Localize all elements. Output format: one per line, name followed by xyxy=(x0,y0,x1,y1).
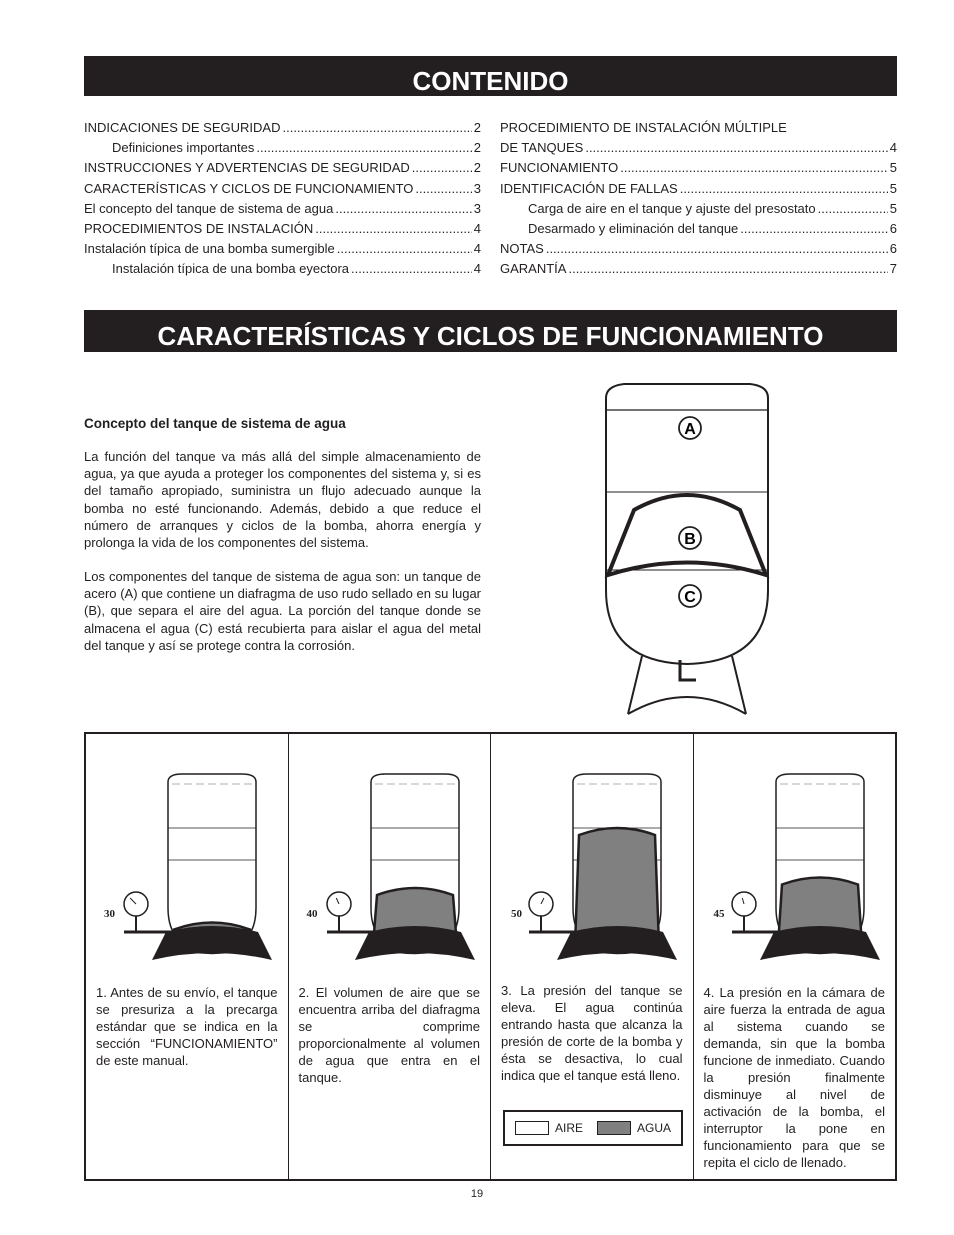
label-b: B xyxy=(684,531,696,548)
cycle-step-3 xyxy=(491,734,694,1179)
tank-diagram xyxy=(594,380,780,718)
cycle-text: 3. La presión del tanque se eleva. El agua continúa entrando hasta que alcanza la presión de corte de la bomba y ésta se desactiva, lo cual indica que el tanque está lleno. xyxy=(501,983,683,1083)
gauge-value: 40 xyxy=(306,908,318,920)
toc-heading: PROCEDIMIENTO DE INSTALACIÓN MÚLTIPLE xyxy=(500,120,787,135)
cycle-step-1 xyxy=(86,734,289,1179)
label-a: A xyxy=(684,421,696,438)
toc-entry[interactable]: CARACTERÍSTICAS Y CICLOS DE FUNCIONAMIENTO ..... 3 xyxy=(84,179,481,199)
toc-entry[interactable]: GARANTÍA ..... 7 xyxy=(500,259,897,279)
gauge-value: 45 xyxy=(713,908,725,920)
cycle-tank-1 xyxy=(100,770,272,970)
cycle-tank-3 xyxy=(505,770,677,970)
toc-entry[interactable]: INDICACIONES DE SEGURIDAD ..... 2 xyxy=(84,118,481,138)
contents-banner xyxy=(84,56,897,96)
cycle-step-4 xyxy=(694,734,896,1179)
toc-entry[interactable]: FUNCIONAMIENTO ..... 5 xyxy=(500,158,897,178)
gauge-value: 50 xyxy=(511,908,522,920)
section-subtitle: Concepto del tanque de sistema de agua xyxy=(84,416,346,431)
toc-entry[interactable]: DE TANQUES ..... 4 xyxy=(500,138,897,158)
page-number: 19 xyxy=(470,1188,484,1200)
toc-entry[interactable]: IDENTIFICACIÓN DE FALLAS ..... 5 xyxy=(500,179,897,199)
toc-entry[interactable]: INSTRUCCIONES Y ADVERTENCIAS DE SEGURIDAD ..... 2 xyxy=(84,158,481,178)
cycle-text: 1. Antes de su envío, el tanque se presuriza a la precarga estándar que se indica en la sección “FUNCIONAMIENTO” de este manual. xyxy=(96,985,278,1068)
cycle-text: 2. El volumen de aire que se encuentra arriba del diafragma se comprime proporcionalmente al volumen de agua que entra en el tanque. xyxy=(298,985,480,1085)
legend-air-label: AIRE xyxy=(555,1121,584,1135)
toc-entry[interactable]: Carga de aire en el tanque y ajuste del presostato ..... 5 xyxy=(500,199,897,219)
section-title: CARACTERÍSTICAS Y CICLOS DE FUNCIONAMIENTO xyxy=(158,310,824,364)
toc-left-column xyxy=(84,118,481,280)
paragraph-tank-function: La función del tanque va más allá del simple almacenamiento de agua, ya que ayuda a proteger los componentes del sistema y, si es del tamaño apropiado, suministra un flujo adecuado aunque la bomba no esté funcionando. Además, debido a que reduce el número de arranques y ciclos de la bomba, ahorra energía y prolonga la vida de los componentes del sistema. xyxy=(84,449,481,551)
label-c: C xyxy=(684,589,696,606)
toc-entry[interactable]: NOTAS ..... 6 xyxy=(500,239,897,259)
toc-entry[interactable]: Desarmado y eliminación del tanque ..... 6 xyxy=(500,219,897,239)
toc-entry[interactable]: PROCEDIMIENTOS DE INSTALACIÓN ..... 4 xyxy=(84,219,481,239)
cycle-grid xyxy=(84,732,897,1181)
section-banner xyxy=(84,310,897,352)
legend-water-swatch xyxy=(597,1121,631,1135)
toc-entry[interactable]: Instalación típica de una bomba sumergible ..... 4 xyxy=(84,239,481,259)
gauge-value: 30 xyxy=(104,908,115,920)
legend-water-label: AGUA xyxy=(637,1121,672,1135)
cycle-step-2 xyxy=(289,734,492,1179)
toc-right-column xyxy=(500,118,897,280)
cycle-tank-4 xyxy=(708,770,880,970)
contents-title: CONTENIDO xyxy=(413,56,569,108)
cycle-tank-2 xyxy=(303,770,475,970)
legend-air-swatch xyxy=(515,1121,549,1135)
toc-entry[interactable]: El concepto del tanque de sistema de agua ..... 3 xyxy=(84,199,481,219)
toc-entry[interactable]: Instalación típica de una bomba eyectora ..... 4 xyxy=(84,259,481,279)
toc-entry[interactable]: Definiciones importantes ..... 2 xyxy=(84,138,481,158)
paragraph-tank-components: Los componentes del tanque de sistema de agua son: un tanque de acero (A) que contiene un diafragma de uso rudo sellado en su lugar (B), que separa el aire del agua. La porción del tanque donde se almacena el agua (C) está recubierta para aislar el agua del metal del tanque y así se protege contra la corrosión. xyxy=(84,569,481,653)
cycle-text: 4. La presión en la cámara de aire fuerza la entrada de agua al sistema cuando se demanda, sin que la bomba funcione de inmediato. Cuando la presión finalmente disminuye al nivel de activación de la bomba, el interruptor la pone en funcionamiento para que se repita el ciclo de llenado. xyxy=(703,985,885,1170)
legend xyxy=(503,1110,683,1146)
